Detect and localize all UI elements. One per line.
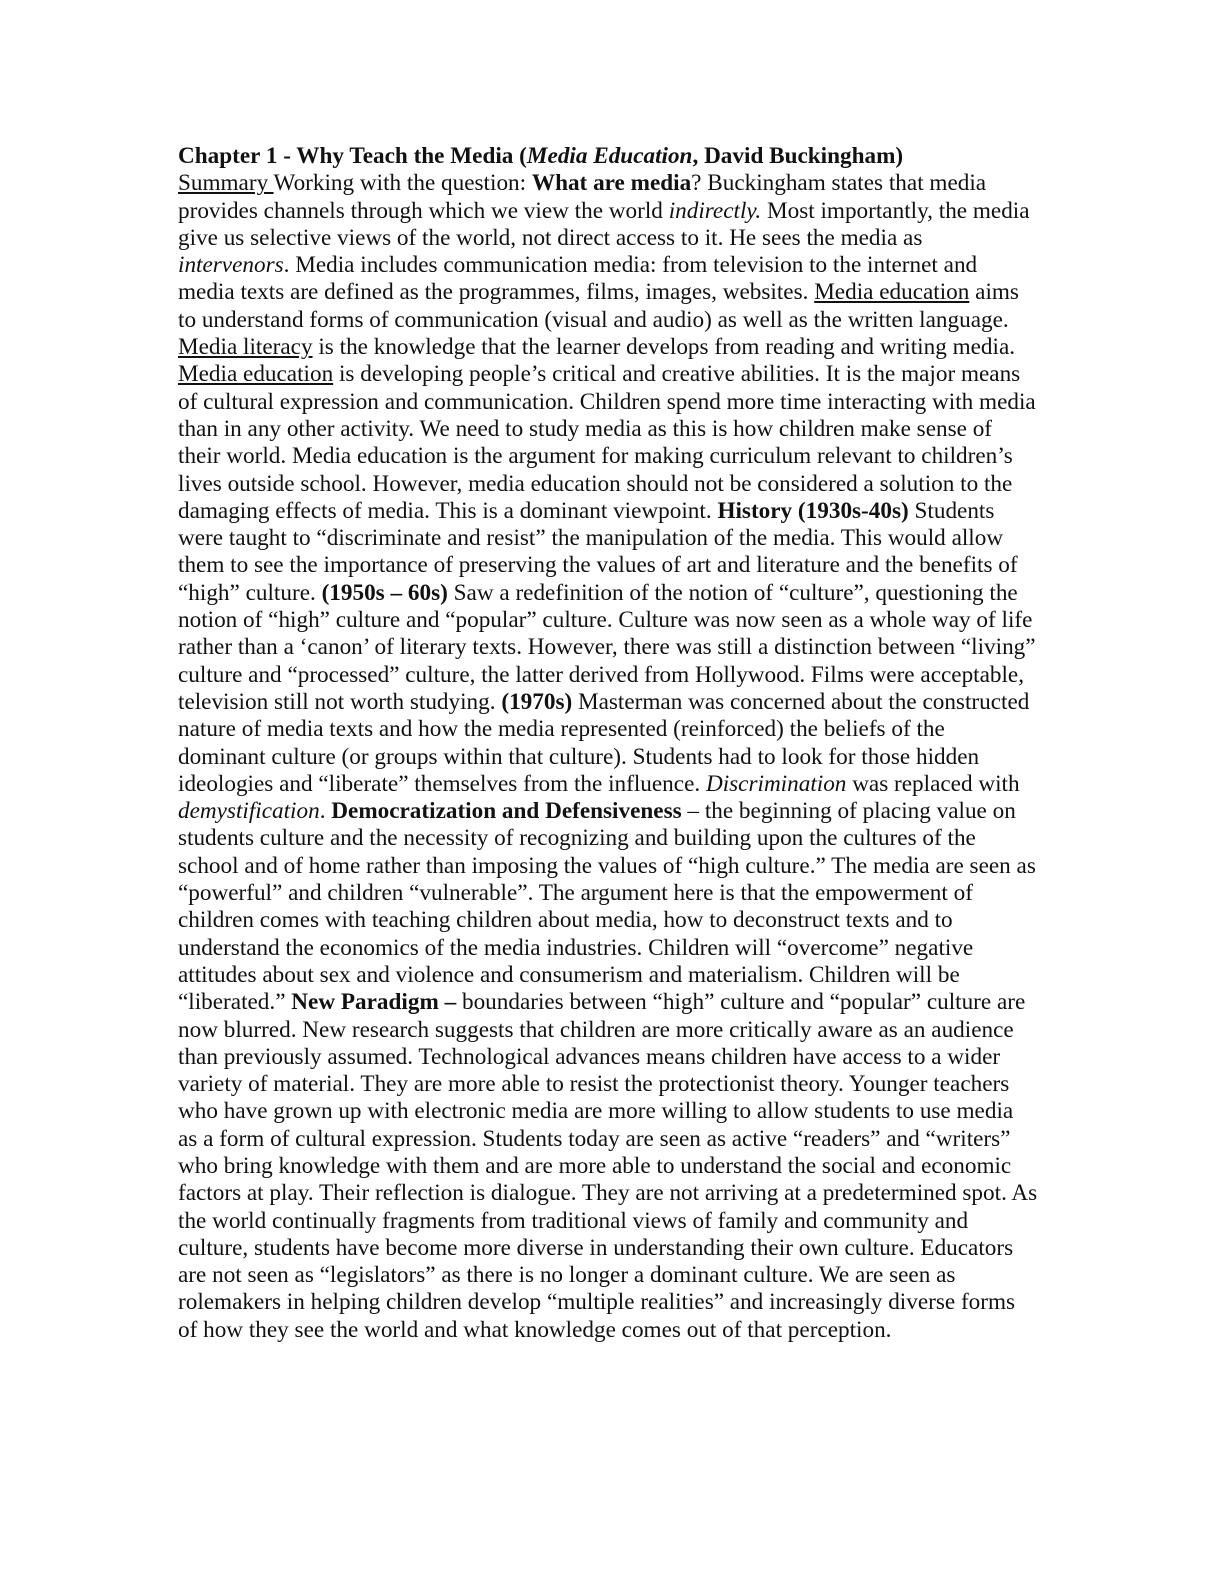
heading-democratization: Democratization and Defensiveness (331, 798, 682, 825)
term-media-literacy: Media literacy (178, 334, 313, 361)
summary-paragraph: Summary Working with the question: What are media? Buckingham states that media provides channels through which we view the world indirectly. Most importantly, the media give us selective views of the world, not direct access to it. He sees the media as intervenors. Media includes communication media: from television to the internet and media texts are defined as the programmes, films, images, websites. Media education aims to understand forms of communication (visual and audio) as well as the written language. Media literacy is the knowledge that the learner develops from reading and writing media. Media education is developing people’s critical and creative abilities. It is the major means of cultural expression and communication. Children spend more time interacting with media than in any other activity. We need to study media as this is how children make sense of their world. Media education is the argument for making curriculum relevant to children’s lives outside school. However, media education should not be considered a solution to the damaging effects of media. This is a dominant viewpoint. History (1930s-40s) Students were taught to “discriminate and resist” the manipulation of the media. This would allow them to see the importance of preserving the values of art and literature and the benefits of “high” culture. (1950s – 60s) Saw a redefinition of the notion of “culture”, questioning the notion of “high” culture and “popular” culture. Culture was now seen as a whole way of life rather than a ‘canon’ of literary texts. However, there was still a distinction between “living” culture and “processed” culture, the latter derived from Hollywood. Films were acceptable, television still not worth studying. (1970s) Masterman was concerned about the constructed nature of media texts and how the media represented (reinforced) the beliefs of the dominant culture (or groups within that culture). Students had to look for those hidden ideologies and “liberate” themselves from the influence. Discrimination was replaced with demystification. Democratization and Defensiveness – the beginning of placing value on students culture and the necessity of recognizing and building upon the cultures of the school and of home rather than imposing the values of “high culture.” The media are seen as “powerful” and children “vulnerable”. The argument here is that the empowerment of children comes with teaching children about media, how to deconstruct texts and to understand the economics of the media industries. Children will “overcome” negative attitudes about sex and violence and consumerism and materialism. Children will be “liberated.” New Paradigm – boundaries between “high” culture and “popular” culture are now blurred. New research suggests that children are more critically aware as an audience than previously assumed. Technological advances means children have access to a wider variety of material. They are more able to resist the protectionist theory. Younger teachers who have grown up with electronic media are more willing to allow students to use media as a form of cultural expression. Students today are seen as active “readers” and “writers” who bring knowledge with them and are more able to understand the social and economic factors at play. Their reflection is dialogue. They are not arriving at a predetermined spot. As the world continually fragments from traditional views of family and community and culture, students have become more diverse in understanding their own culture. Educators are not seen as “legislators” as there is no longer a dominant culture. We are seen as rolemakers in helping children develop “multiple realities” and increasingly diverse forms of how they see the world and what knowledge comes out of that perception. (178, 170, 1038, 1343)
heading-new-paradigm: New Paradigm – (291, 989, 457, 1016)
question-what-are-media: What are media (531, 170, 692, 197)
term-media-education: Media education (814, 279, 970, 306)
term-media-education-2: Media education (178, 361, 334, 388)
document-page (178, 143, 1038, 1344)
summary-label: Summary (178, 170, 274, 197)
heading-1970s: (1970s) (501, 688, 573, 715)
heading-history-1930s-40s: History (1930s-40s) (717, 497, 909, 524)
chapter-title: Chapter 1 - Why Teach the Media (Media Education, David Buckingham) (178, 143, 904, 169)
heading-1950s-60s: (1950s – 60s) (321, 579, 448, 606)
